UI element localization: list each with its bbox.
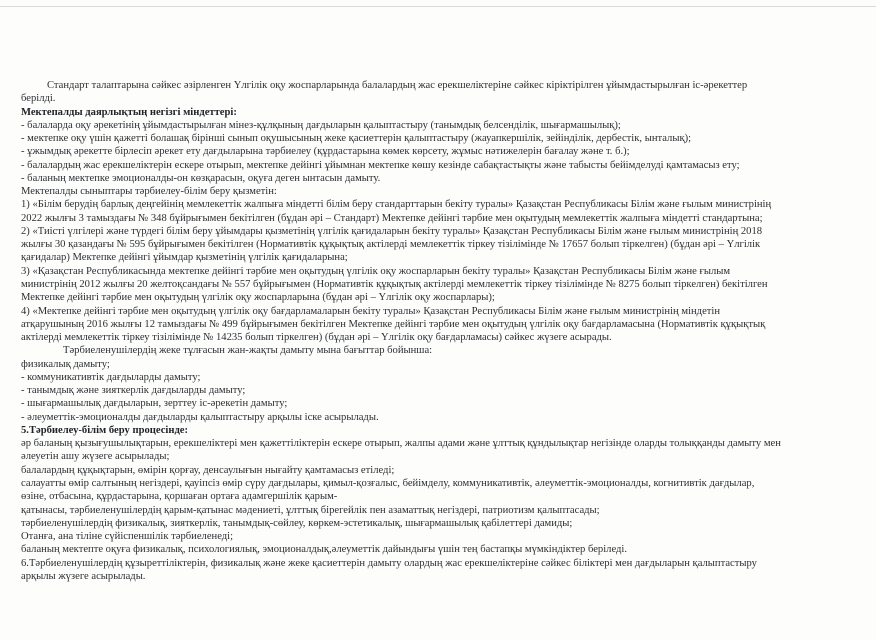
text-line: - мектепке оқу үшін қажетті болашақ бірінші сынып оқушысының жеке қасиеттерін қалыптастыру (жауапкершілік, зейінділік, дербестік, ынталық);	[21, 133, 692, 145]
text-line: қатынасы, тәрбиеленушілердің қарым-қатынас мәдениеті, ұлттық бірегейлік пен азаматтық негіздері, патриотизм қалыптасады;	[21, 504, 600, 516]
text-line: баланың мектепте оқуға физикалық, психологиялық, эмоционалдық,әлеуметтік дайындығы үшін тең бастапқы мүмкіндіктер беріледі.	[21, 544, 627, 556]
text-line: балалардың құқықтарын, өмірін қорғау, денсаулығын нығайту қамтамасыз етіледі;	[21, 464, 395, 476]
text-line: Стандарт талаптарына сәйкес әзірленген Үлгілік оқу жоспарларында балалардың жас ерекшеліктеріне сәйкес кіріктірілген ұйымдастырылған іс-әрекеттер	[47, 80, 748, 91]
text-line: 1) «Білім берудің барлық деңгейінің мемлекеттік жалпыға міндетті білім беру стандарттарын бекіту туралы» Қазақстан Республикасы Білім және ғылым министрінің	[21, 199, 772, 211]
text-line: - танымдық және зияткерлік дағдыларды дамыту;	[21, 385, 246, 397]
section-heading: 5.Тәрбиелеу-білім беру процесінде:	[21, 424, 189, 436]
text-line: 2022 жылғы 3 тамыздағы № 348 бұйрығымен бекітілген (бұдан әрі – Стандарт) Мектепке дейінгі тәрбие мен оқытудың мемлекеттік жалпыға міндетті стандартына;	[21, 212, 763, 224]
text-line: жылғы 30 қазандағы № 595 бұйрығымен бекітілген (Нормативтік құқықтық актілерді мемлекеттік тіркеу тізілімінде № 17657 болып тіркелген) (бұдан әрі – Үлгілік	[21, 239, 761, 251]
document-body	[21, 79, 847, 583]
text-line: - ұжымдық әрекетте бірлесіп әрекет ету дағдыларына тәрбиелеу (құрдастарына көмек көрсету, жұмыс нәтижелерін бағалау және т. б.);	[21, 146, 630, 158]
text-line: - шығармашылық дағдыларын, зерттеу іс-әрекетін дамыту;	[21, 398, 288, 410]
text-line: Мектепалды сыныптары тәрбиелеу-білім беру қызметін:	[21, 186, 277, 198]
text-line: - әлеуметтік-эмоционалды дағдыларды қалыптастыру арқылы іске асырылады.	[21, 411, 379, 423]
text-line: Мектепке дейінгі тәрбие мен оқытудың үлгілік оқу жоспарларына (бұдан әрі – Үлгілік оқу жоспарлары);	[21, 292, 495, 304]
text-line: - баланың мектепке эмоционалды-он көзқарасын, оқуға деген ынтасын дамыту.	[21, 172, 381, 184]
text-line: физикалық дамыту;	[21, 358, 110, 370]
text-line: әлеуетін ашу жүзеге асырылады;	[21, 451, 170, 463]
section-heading: Мектепалды даярлықтың негізгі міндеттері:	[21, 106, 237, 118]
text-line: арқылы жүзеге асырылады.	[21, 570, 146, 582]
text-line: атқарушының 2016 жылғы 12 тамыздағы № 499 бұйрығымен бекітілген Мектепке дейінгі тәрбие мен оқытудың үлгілік оқу бағдарламасына (Нормативтік құқықтық	[21, 318, 766, 330]
scan-edge-line	[0, 6, 876, 7]
text-line: тәрбиеленушілердің физикалық, зияткерлік, танымдық-сөйлеу, көркем-эстетикалық, шығармашылық қабілеттері дамиды;	[21, 517, 573, 529]
text-line: қағидалар) Мектепке дейінгі ұйымдар қызметінің үлгілік қағидаларына;	[21, 252, 348, 264]
text-line: Тәрбиеленушілердің жеке тұлғасын жан-жақты дамыту мына бағыттар бойынша:	[63, 345, 433, 357]
text-line: 2) «Тиісті үлгілері және түрдегі білім беру ұйымдары қызметінің үлгілік қағидаларын бекіту туралы» Қазақстан Республикасы Білім және ғылым министрінің 2018	[21, 225, 763, 237]
text-line: берілді.	[21, 93, 56, 105]
text-line: 6.Тәрбиеленушілердің құзыреттіліктерін, физикалық және жеке қасиеттерін дамыту олардың жас ерекшеліктеріне сәйкес біліктері мен дағдыларын қалыптастыру	[21, 557, 757, 569]
text-line: 3) «Қазақстан Республикасында мектепке дейінгі тәрбие мен оқытудың үлгілік оқу жоспарларын бекіту туралы» Қазақстан Республикасы Білім және ғылым	[21, 265, 731, 277]
text-line: - балаларда оқу әрекетінің ұйымдастырылған мінез-құлқының дағдыларын қалыптастыру (танымдық белсенділік, шығармашылық);	[21, 119, 621, 131]
text-line: салауатты өмір салтының негіздері, қауіпсіз өмір сүру дағдылары, қимыл-қозғалыс, бейімделу, коммуникативтік, әлеуметтік-эмоционалды, когнитивтік дағдылар,	[21, 477, 755, 489]
text-line: министрінің 2012 жылғы 20 желтоқсандағы № 557 бұйрығымен (Нормативтік құқықтық актілерді мемлекеттік тіркеу тізілімінде № 8275 болып тіркелген) бекітілген	[21, 278, 768, 290]
text-line: - коммуникативтік дағдыларды дамыту;	[21, 371, 201, 383]
text-line: 4) «Мектепке дейінгі тәрбие мен оқытудың үлгілік оқу бағдарламаларын бекіту туралы» Қазақстан Республикасы Білім және ғылым министрінің міндетін	[21, 305, 721, 317]
text-line: әр баланың қызығушылықтарын, ерекшеліктері мен қажеттіліктерін ескере отырып, жалпы адами және ұлттық құндылықтар негізінде оларды толыққанды дамыту мен	[21, 438, 781, 450]
text-line: өзіне, отбасына, құрдастарына, қоршаған ортаға адамгершілік қарым-	[21, 491, 338, 503]
text-line: Отанға, ана тіліне сүйіспеншілік тәрбиеленеді;	[21, 531, 234, 543]
text-line: актілерді мемлекеттік тіркеу тізілімінде № 14235 болып тіркелген) (бұдан әрі – Үлгілік оқу бағдарламасы) сәйкес жүзеге асырады.	[21, 332, 612, 344]
text-line: - балалардың жас ерекшеліктерін ескере отырып, мектепке дейінгі ұйымнан мектепке көшу кезінде сабақтастықты және табысты бейімделуді қамтамасыз ету;	[21, 159, 740, 171]
